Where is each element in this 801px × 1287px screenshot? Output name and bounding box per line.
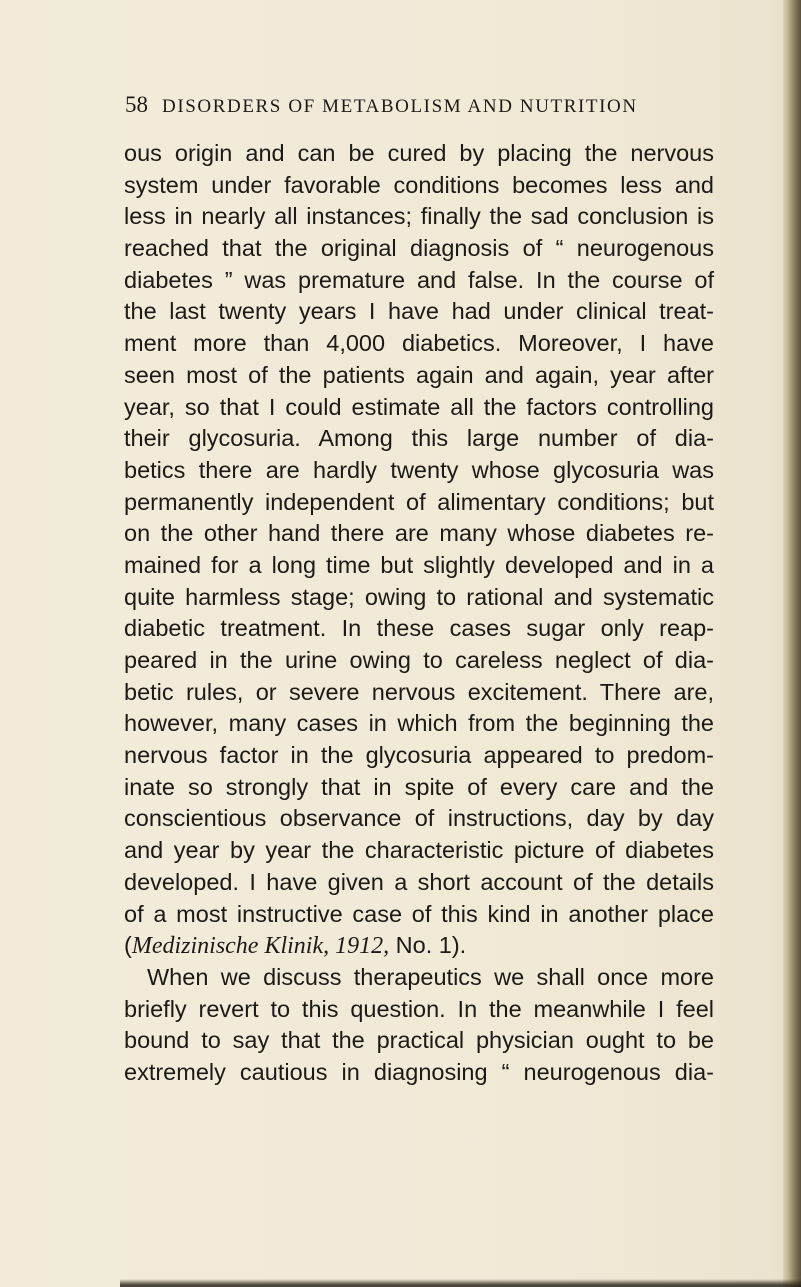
text-line: peared in the urine owing to careless neglect of dia- [124, 647, 714, 673]
text-line: diabetic treatment. In these cases sugar only reap- [124, 615, 714, 642]
text-line: When we discuss therapeutics we shall once more [147, 963, 714, 990]
text-line: reached that the original diagnosis of “ neurogenous [124, 235, 714, 262]
text-line: betic rules, or severe nervous excitement. There are, [124, 678, 714, 705]
running-title: DISORDERS OF METABOLISM AND NUTRITION [162, 96, 638, 117]
text-line: briefly revert to this question. In the meanwhile I feel [124, 995, 714, 1022]
text-line: on the other hand there are many whose diabetes re- [124, 520, 714, 547]
text-line: the last twenty years I have had under clinical treat- [124, 298, 714, 325]
text-line: betics there are hardly twenty whose glycosuria was [124, 456, 714, 483]
text-line: nervous factor in the glycosuria appeared to predom- [124, 742, 714, 769]
page-edge-shadow [783, 0, 801, 1287]
text-line: less in nearly all instances; finally the sad conclusion is [124, 203, 714, 230]
text-line: their glycosuria. Among this large number of dia- [124, 425, 714, 452]
citation-number: No. 1). [389, 932, 467, 959]
text-line: ous origin and can be cured by placing the nervous [124, 140, 714, 166]
text-line: and year by year the characteristic picture of diabetes [124, 837, 714, 864]
body-text [124, 138, 714, 1089]
text-line: inate so strongly that in spite of every care and the [124, 773, 714, 800]
text-line: developed. I have given a short account of the details [124, 868, 714, 895]
text-line: conscientious observance of instructions, day by day [124, 805, 714, 832]
page-number: 58 [125, 92, 148, 117]
running-header [125, 92, 725, 118]
text-line: of a most instructive case of this kind in another place [124, 900, 714, 927]
text-line: year, so that I could estimate all the factors controlling [124, 393, 714, 420]
text-line: ment more than 4,000 diabetics. Moreover, I have [124, 330, 714, 357]
text-line: bound to say that the practical physician ought to be [124, 1027, 714, 1054]
text-line: however, many cases in which from the beginning the [124, 710, 714, 737]
citation-line [124, 930, 714, 962]
text-line: system under favorable conditions becomes less and [124, 171, 714, 198]
text-line: quite harmless stage; owing to rational and systematic [124, 583, 714, 610]
page-bottom-edge [120, 1279, 801, 1287]
text-line: permanently independent of alimentary conditions; but [124, 488, 714, 515]
text-line: extremely cautious in diagnosing “ neurogenous dia- [124, 1058, 714, 1085]
text-line: mained for a long time but slightly developed and in a [124, 551, 714, 578]
text-line: seen most of the patients again and again, year after [124, 361, 714, 388]
text-line: diabetes ” was premature and false. In the course of [124, 266, 714, 293]
citation-journal: Medizinische Klinik, 1912, [131, 933, 390, 960]
citation-open-paren: ( [124, 932, 132, 959]
